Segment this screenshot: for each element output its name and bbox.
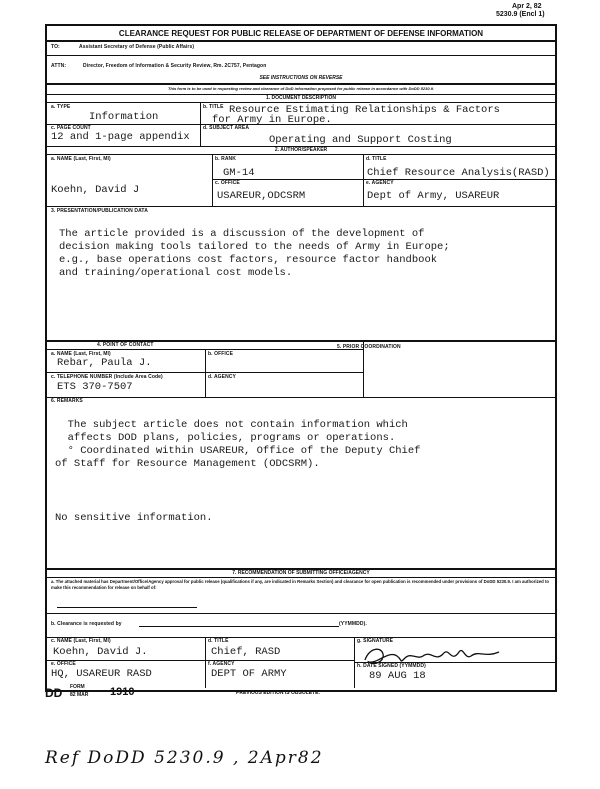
- usage-note: This form is to be used in requesting review and clearance of DoD information proposed for public release in accordance with DoDD 5230.9.: [167, 86, 435, 91]
- see-instructions: SEE INSTRUCTIONS ON REVERSE: [259, 75, 343, 81]
- rec-date-label: h. DATE SIGNED (YYMMDD): [357, 663, 426, 669]
- author-name-label: a. NAME (Last, First, MI): [51, 156, 111, 162]
- poc-office-label: b. OFFICE: [208, 351, 234, 357]
- poc-name-label: a. NAME (Last, First, MI): [51, 351, 111, 357]
- author-title-label: d. TITLE: [366, 156, 387, 162]
- author-agency-value: Dept of Army, USAREUR: [367, 190, 500, 202]
- section-2-title: 2. AUTHOR/SPEAKER: [274, 147, 328, 153]
- section-4-title: 4. POINT OF CONTACT: [97, 342, 154, 348]
- handwritten-reference: Ref DoDD 5230.9 , 2Apr82: [45, 748, 324, 768]
- rec-title-value: Chief, RASD: [211, 646, 281, 658]
- rec-office-value: HQ, USAREUR RASD: [51, 668, 152, 680]
- clearance-requested-label: b. Clearance is requested by: [51, 621, 122, 627]
- section-1-title: 1. DOCUMENT DESCRIPTION: [265, 95, 336, 101]
- footer-date: 82 MAR: [70, 692, 89, 698]
- author-rank-label: b. RANK: [215, 156, 236, 162]
- section-3-title: 3. PRESENTATION/PUBLICATION DATA: [51, 208, 148, 214]
- rec-name-label: c. NAME (Last, First, MI): [51, 638, 111, 644]
- rec-date-value: 89 AUG 18: [369, 670, 426, 682]
- rec-agency-value: DEPT OF ARMY: [211, 668, 287, 680]
- remarks-text: The subject article does not contain information which affects DOD plans, policies, programs or operations. ° Coordinated within USAREUR, Office of the Deputy Chief of Staff for Resource Management (ODCSRM).: [55, 419, 421, 470]
- clearance-date-format: (YYMMDD).: [339, 621, 367, 627]
- remarks-note: No sensitive information.: [55, 512, 213, 524]
- corner-note-date: Apr 2, 82: [512, 3, 542, 10]
- page-count-label: c. PAGE COUNT: [51, 125, 91, 131]
- section-5-title: 5. PRIOR COORDINATION: [337, 344, 401, 350]
- to-value: Assistant Secretary of Defense (Public Affairs): [79, 44, 195, 50]
- author-rank-value: GM-14: [223, 167, 255, 179]
- title-line-1: Resource Estimating Relationships & Factors: [229, 104, 500, 116]
- attn-value: Director, Freedom of Information & Security Review, Rm. 2C757, Pentagon: [83, 63, 267, 69]
- author-agency-label: e. AGENCY: [366, 180, 394, 186]
- footer-previous-edition: PREVIOUS EDITION IS OBSOLETE.: [236, 690, 320, 696]
- recommendation-text: a. The attached material has Department/Office/Agency approval for public release (qualifications if any, are indicated in Remarks Section) and clearance for open publication is recommended under provisions of DoDD 5230.9. I am authorized to make this recommendation for release on behalf of:: [51, 579, 550, 590]
- rec-agency-label: f. AGENCY: [208, 661, 235, 667]
- type-label: a. TYPE: [51, 104, 71, 110]
- title-line-2: for Army in Europe.: [212, 114, 332, 126]
- subject-area-value: Operating and Support Costing: [269, 134, 452, 146]
- footer-form: FORM: [70, 684, 85, 690]
- rec-office-label: e. OFFICE: [51, 661, 76, 667]
- poc-phone-label: c. TELEPHONE NUMBER (Include Area Code): [51, 374, 163, 380]
- section-7-title: 7. RECOMMENDATION OF SUBMITTING OFFICE/AGENCY: [232, 570, 370, 576]
- clearance-request-form: [45, 24, 557, 692]
- recommendation-blank: [57, 607, 197, 608]
- footer-dd: DD: [45, 686, 63, 700]
- form-title: CLEARANCE REQUEST FOR PUBLIC RELEASE OF DEPARTMENT OF DEFENSE INFORMATION: [118, 29, 484, 38]
- rec-name-value: Koehn, David J.: [53, 646, 148, 658]
- poc-phone-value: ETS 370-7507: [57, 381, 133, 393]
- title-label: b. TITLE: [203, 104, 224, 110]
- footer-form-number: 1910: [110, 686, 135, 698]
- rec-signature-label: g. SIGNATURE: [357, 638, 394, 644]
- poc-agency-label: d. AGENCY: [208, 374, 236, 380]
- type-value: Information: [89, 111, 159, 123]
- page-count-value: 12 and 1-page appendix: [51, 131, 190, 143]
- clearance-requested-blank: [139, 626, 339, 627]
- to-label: TO:: [51, 44, 60, 50]
- corner-note-directive: 5230.9 (Encl 1): [496, 11, 545, 18]
- presentation-text: The article provided is a discussion of the development of decision making tools tailored to the needs of Army in Europe; e.g., base operations cost factors, resource factor handbook and training/operational cost models.: [59, 228, 450, 279]
- remarks-label: 6. REMARKS: [51, 398, 83, 404]
- subject-area-label: d. SUBJECT AREA: [203, 125, 250, 131]
- author-office-label: c. OFFICE: [215, 180, 240, 186]
- author-office-value: USAREUR,ODCSRM: [217, 190, 306, 202]
- rec-title-label: d. TITLE: [208, 638, 229, 644]
- author-name-value: Koehn, David J: [51, 184, 140, 196]
- attn-label: ATTN:: [51, 63, 67, 69]
- author-title-value: Chief Resource Analysis(RASD): [367, 167, 550, 179]
- poc-name-value: Rebar, Paula J.: [57, 357, 152, 369]
